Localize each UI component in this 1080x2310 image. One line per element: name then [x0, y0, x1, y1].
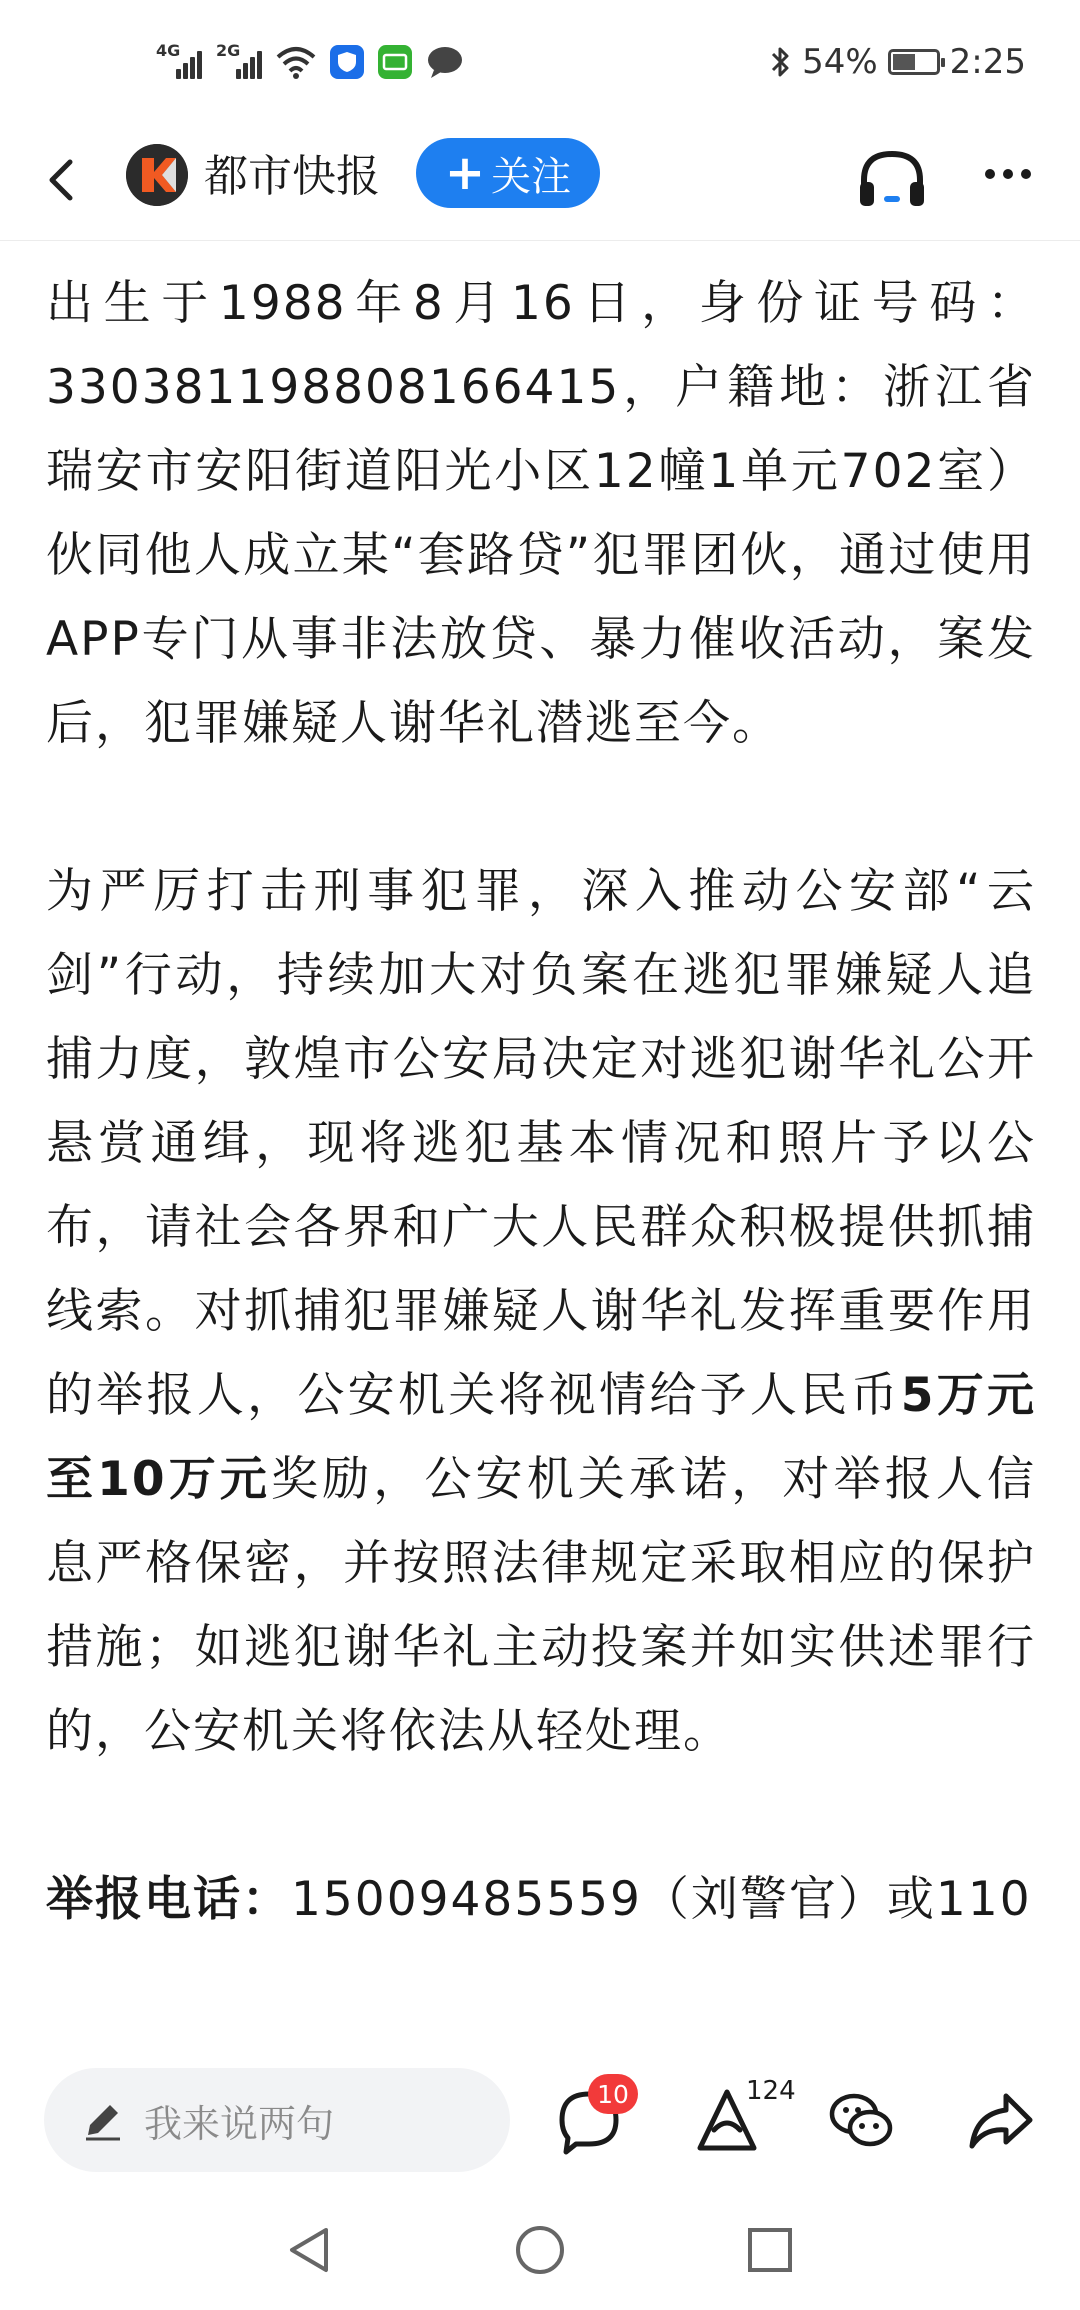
signal-icon-1: [156, 41, 202, 79]
app-header: [0, 120, 1080, 241]
comment-input[interactable]: [44, 2068, 510, 2172]
share-icon[interactable]: [966, 2086, 1036, 2156]
hotline-paragraph: [46, 1858, 1036, 1942]
reward-amount: 5万元至10万元: [46, 1368, 1037, 1507]
paragraph-2-text-a: 为严厉打击刑事犯罪，深入推动公安部“云剑”行动，持续加大对负案在逃犯罪嫌疑人追捕力度，敦煌市公安局决定对逃犯谢华礼公开悬赏通缉，现将逃犯基本情况和照片予以公布，请社会各界和广大人民群众积极提供抓捕线索。对抓捕犯罪嫌疑人谢华礼发挥重要作用的举报人，公安机关将视情给予人民币: [46, 864, 1036, 1423]
clock: 2:25: [949, 42, 1026, 82]
brand-name[interactable]: 都市快报: [204, 151, 380, 202]
plus-icon: +: [444, 145, 486, 201]
wechat-icon[interactable]: [826, 2086, 896, 2156]
battery-percent: 54%: [802, 42, 878, 82]
follow-label: 关注: [491, 153, 572, 200]
paragraph-2-text-b: 奖励，公安机关承诺，对举报人信息严格保密，并按照法律规定采取相应的保护措施；如逃犯谢华礼主动投案并如实供述罪行的，公安机关将依法从轻处理。: [46, 1452, 1037, 1759]
battery-icon: [888, 49, 940, 75]
nav-back-icon[interactable]: [280, 2220, 340, 2280]
more-icon[interactable]: [984, 164, 1032, 184]
like-count: 124: [746, 2076, 796, 2106]
status-bar: [0, 0, 1080, 120]
bluetooth-icon: [770, 44, 792, 80]
hotline-label: 举报电话：: [46, 1872, 291, 1927]
headset-icon[interactable]: [856, 146, 928, 212]
article-paragraph-1: 出生于1988年8月16日，身份证号码：330381198808166415，户籍地：浙江省瑞安市安阳街道阳光小区12幢1单元702室）伙同他人成立某“套路贷”犯罪团伙，通过使用APP专门从事非法放贷、暴力催收活动，案发后，犯罪嫌疑人谢华礼潜逃至今。: [46, 276, 1036, 751]
brand-logo[interactable]: [126, 144, 188, 206]
nav-home-icon[interactable]: [510, 2220, 570, 2280]
iqiyi-app-icon: [378, 45, 412, 79]
status-icons-right: [770, 40, 1026, 84]
signal-icon-2: [216, 41, 262, 79]
back-arrow-icon[interactable]: [40, 150, 80, 210]
article-body: [46, 262, 1036, 1942]
hotline-value: 15009485559（刘警官）或110: [291, 1872, 1032, 1927]
comment-count-badge: 10: [588, 2074, 638, 2114]
nav-recents-icon[interactable]: [740, 2220, 800, 2280]
network-type-1: 4G: [156, 41, 181, 60]
system-nav-bar: [0, 2200, 1080, 2310]
wifi-icon: [276, 45, 316, 79]
message-icon: [426, 45, 464, 79]
bottom-action-bar: [0, 2040, 1080, 2200]
security-app-icon: [330, 45, 364, 79]
follow-button[interactable]: [416, 138, 600, 208]
article-paragraph-2: [46, 850, 1036, 1774]
network-type-2: 2G: [216, 41, 241, 60]
comment-placeholder: 我来说两句: [144, 2101, 335, 2146]
status-icons-left: [156, 40, 464, 84]
pen-icon: [80, 2097, 126, 2143]
